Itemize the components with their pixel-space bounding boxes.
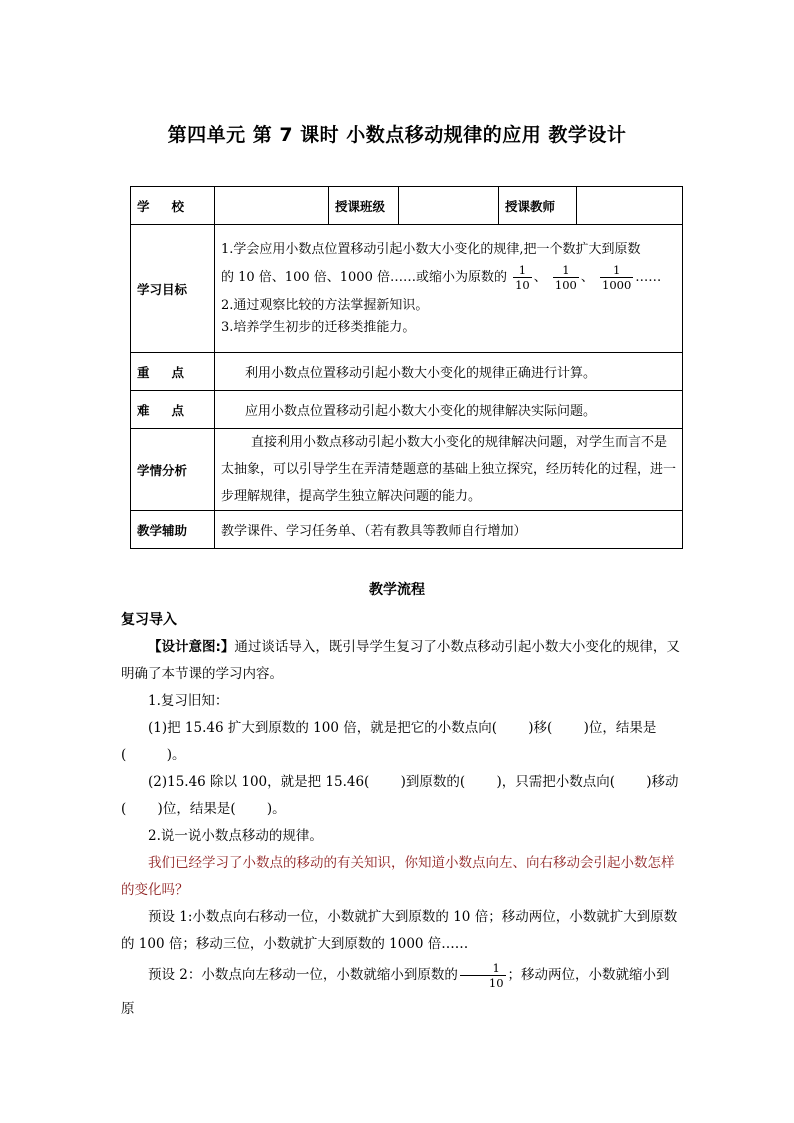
school-label: 学校	[131, 187, 215, 225]
analysis-value: 直接利用小数点移动引起小数大小变化的规律解决问题，对学生而言不是太抽象，可以引导学生在弄清楚题意的基础上独立探究，经历转化的过程，进一步理解规律，提高学生独立解决问题的能力。	[215, 429, 683, 511]
row-key-point	[131, 353, 683, 391]
row-difficulty	[131, 391, 683, 429]
key-value: 利用小数点位置移动引起小数大小变化的规律正确进行计算。	[215, 353, 683, 391]
row-goals	[131, 225, 683, 353]
teacher-value	[577, 187, 683, 225]
page-title: 第四单元 第 7 课时 小数点移动规律的应用 教学设计	[167, 124, 627, 146]
goals-cell	[215, 225, 683, 353]
fraction-1-10: $\frac{1}{10}$	[515, 262, 530, 292]
row-school	[131, 187, 683, 225]
goal1-sep2: 、	[580, 269, 594, 285]
class-label: 授课班级	[329, 187, 399, 225]
goal1-ellipsis: ……	[635, 269, 662, 285]
row-analysis	[131, 429, 683, 511]
intent-label: 【设计意图:】	[148, 639, 235, 655]
aids-value: 教学课件、学习任务单、（若有教具等教师自行增加）	[215, 511, 683, 549]
review-item-2: 2.说一说小数点移动的规律。	[148, 828, 323, 844]
goal2: 2.通过观察比较的方法掌握新知识。	[221, 297, 429, 313]
difficulty-label: 难点	[131, 391, 215, 429]
review-body	[121, 634, 681, 1026]
review-item-1: 1.复习旧知：	[148, 693, 229, 709]
review-question-1: (1)把 15.46 扩大到原数的 100 倍，就是把它的小数点向( )移( )位，结果是( )。	[121, 720, 657, 763]
review-title: 复习导入	[121, 612, 177, 628]
class-value	[399, 187, 499, 225]
flow-title: 教学流程	[369, 582, 425, 598]
goal1-text: 的 10 倍、100 倍、1000 倍……或缩小为原数的	[221, 269, 507, 285]
goal1-sep1: 、	[533, 269, 547, 285]
review-question-2: (2)15.46 除以 100，就是把 15.46( )到原数的( )，只需把小数点向( )移动( )位，结果是( )。	[121, 774, 679, 817]
school-value	[215, 187, 329, 225]
teacher-label: 授课教师	[499, 187, 577, 225]
difficulty-value: 应用小数点位置移动引起小数大小变化的规律解决实际问题。	[215, 391, 683, 429]
preset2-text-b: ；移动两位，小数就缩小到原	[121, 967, 670, 1017]
row-aids	[131, 511, 683, 549]
preset2-text-a: 预设 2：小数点向左移动一位，小数就缩小到原数的	[148, 967, 458, 983]
analysis-label: 学情分析	[131, 429, 215, 511]
preset-2	[121, 958, 681, 1026]
fraction-1-100: $\frac{1}{100}$	[554, 262, 577, 292]
preset-1: 预设 1:小数点向右移动一位，小数就扩大到原数的 10 倍；移动两位，小数就扩大到原数的 100 倍；移动三位，小数就扩大到原数的 1000 倍……	[121, 909, 678, 952]
goal3: 3.培养学生初步的迁移类推能力。	[221, 319, 416, 335]
goal1-line2	[221, 261, 676, 295]
intent-text: 通过谈话导入，既引导学生复习了小数点移动引起小数大小变化的规律，又明确了本节课的学习内容。	[121, 639, 680, 682]
teacher-question: 我们已经学习了小数点的移动的有关知识，你知道小数点向左、向右移动会引起小数怎样的变化吗？	[121, 855, 675, 898]
lesson-info-table	[130, 186, 683, 549]
fraction-1-1000: $\frac{1}{1000}$	[602, 262, 632, 292]
key-label: 重点	[131, 353, 215, 391]
goals-label: 学习目标	[131, 225, 215, 353]
design-intent	[121, 634, 681, 688]
fraction-preset-1-10: $\frac{1}{10}$	[460, 961, 506, 990]
aids-label: 教学辅助	[131, 511, 215, 549]
goal1-line1: 1.学会应用小数点位置移动引起小数大小变化的规律,把一个数扩大到原数	[221, 241, 641, 257]
